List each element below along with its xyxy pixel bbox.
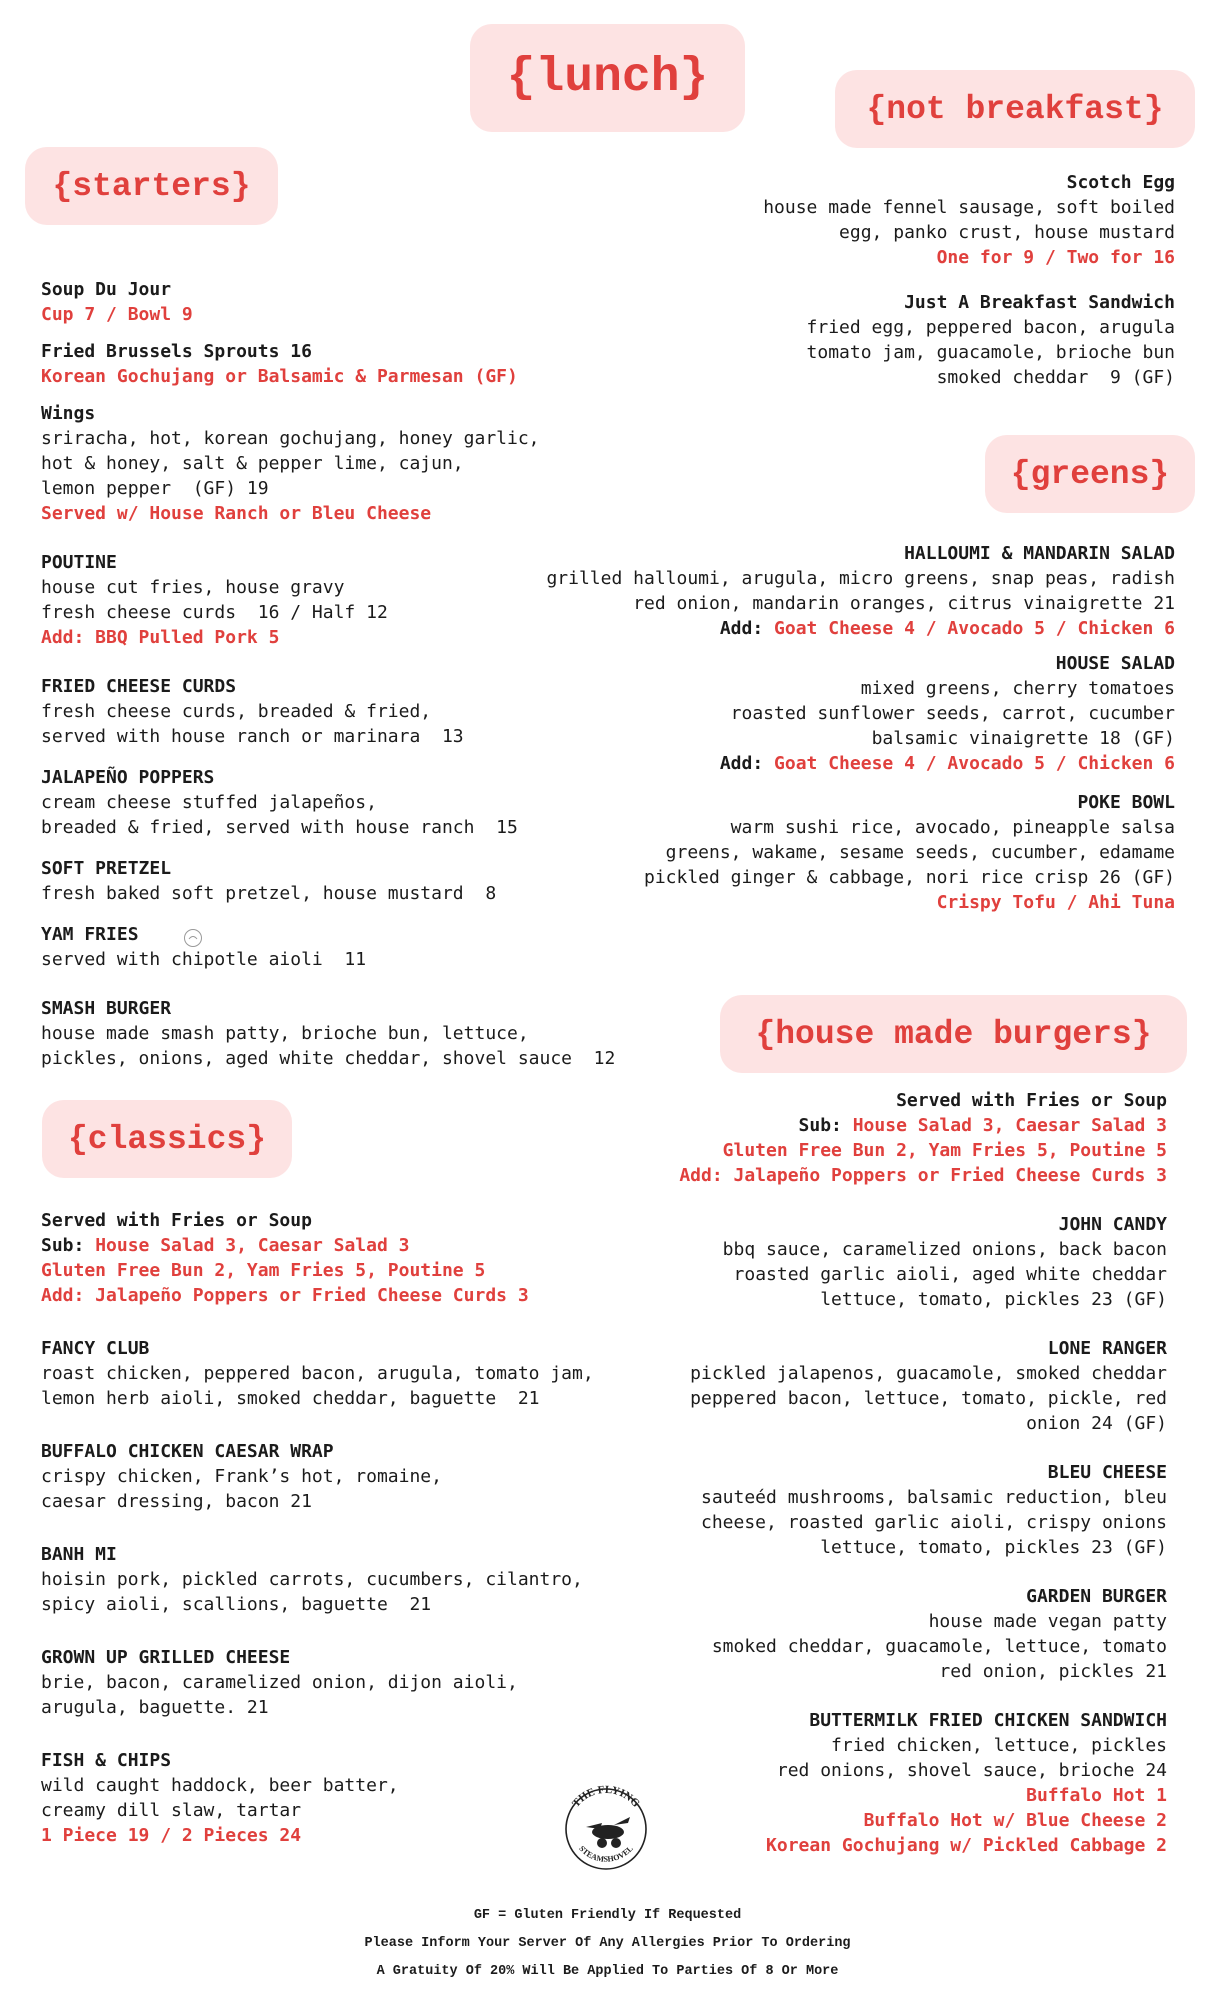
item-title: Soup Du Jour bbox=[41, 279, 172, 300]
item-description: cream cheese stuffed jalapeños, bbox=[41, 792, 377, 813]
item-title: Scotch Egg bbox=[1066, 172, 1175, 193]
menu-item bbox=[495, 790, 1175, 915]
svg-text:THE FLYING bbox=[570, 1784, 642, 1810]
logo-text-bottom: STEAMSHOVEL bbox=[577, 1844, 635, 1864]
item-description: house made vegan patty bbox=[928, 1611, 1167, 1632]
sides-info bbox=[41, 1208, 661, 1308]
item-title: FANCY CLUB bbox=[41, 1338, 150, 1359]
item-description: brie, bacon, caramelized onion, dijon aioli, bbox=[41, 1672, 518, 1693]
add-options: Add: Jalapeño Poppers or Fried Cheese Curds 3 bbox=[41, 1285, 529, 1306]
item-description: onion 24 (GF) bbox=[1026, 1413, 1167, 1434]
served-with: Served with Fries or Soup bbox=[41, 1210, 312, 1231]
item-description: egg, panko crust, house mustard bbox=[839, 222, 1175, 243]
menu-item bbox=[41, 1645, 661, 1720]
add-options: Goat Cheese 4 / Avocado 5 / Chicken 6 bbox=[774, 753, 1175, 774]
classics-header: {classics} bbox=[42, 1100, 292, 1178]
item-title: LONE RANGER bbox=[1047, 1338, 1167, 1359]
sub-label: Sub: bbox=[798, 1115, 842, 1136]
item-title: BLEU CHEESE bbox=[1047, 1462, 1167, 1483]
item-title: BANH MI bbox=[41, 1544, 117, 1565]
item-title: Wings bbox=[41, 403, 96, 424]
item-description: grilled halloumi, arugula, micro greens, snap peas, radish bbox=[546, 568, 1175, 589]
menu-item bbox=[41, 922, 641, 972]
add-options: Goat Cheese 4 / Avocado 5 / Chicken 6 bbox=[774, 618, 1175, 639]
item-description: hot & honey, salt & pepper lime, cajun, bbox=[41, 453, 464, 474]
item-option: 1 Piece 19 / 2 Pieces 24 bbox=[41, 1825, 302, 1846]
item-option: Korean Gochujang w/ Pickled Cabbage 2 bbox=[766, 1835, 1167, 1856]
item-option: Crispy Tofu / Ahi Tuna bbox=[936, 892, 1175, 913]
sub-options: House Salad 3, Caesar Salad 3 bbox=[852, 1115, 1167, 1136]
item-option: One for 9 / Two for 16 bbox=[936, 247, 1175, 268]
item-title: JALAPEÑO POPPERS bbox=[41, 767, 215, 788]
item-description: creamy dill slaw, tartar bbox=[41, 1800, 302, 1821]
burgers-header: {house made burgers} bbox=[720, 995, 1187, 1073]
item-description: spicy aioli, scallions, baguette 21 bbox=[41, 1594, 432, 1615]
menu-item bbox=[41, 996, 641, 1071]
item-description: pickles, onions, aged white cheddar, shovel sauce 12 bbox=[41, 1048, 616, 1069]
item-description: roast chicken, peppered bacon, arugula, tomato jam, bbox=[41, 1363, 594, 1384]
menu-item bbox=[41, 339, 641, 389]
item-title: FRIED CHEESE CURDS bbox=[41, 676, 237, 697]
item-description: red onion, mandarin oranges, citrus vinaigrette 21 bbox=[633, 593, 1175, 614]
item-title: JOHN CANDY bbox=[1058, 1214, 1167, 1235]
item-title: SOFT PRETZEL bbox=[41, 858, 172, 879]
item-description: fresh cheese curds, breaded & fried, bbox=[41, 701, 432, 722]
item-title: Just A Breakfast Sandwich bbox=[904, 292, 1175, 313]
item-description: house made smash patty, brioche bun, lettuce, bbox=[41, 1023, 529, 1044]
sub-options: House Salad 3, Caesar Salad 3 bbox=[95, 1235, 410, 1256]
item-title: BUFFALO CHICKEN CAESAR WRAP bbox=[41, 1441, 334, 1462]
item-description: served with chipotle aioli 11 bbox=[41, 949, 367, 970]
item-title: GROWN UP GRILLED CHEESE bbox=[41, 1647, 291, 1668]
logo-text-top: THE FLYING bbox=[570, 1783, 642, 1810]
footer-gf-note: GF = Gluten Friendly If Requested bbox=[473, 1908, 742, 1923]
sub-options-2: Gluten Free Bun 2, Yam Fries 5, Poutine 5 bbox=[41, 1260, 486, 1281]
item-description: fried egg, peppered bacon, arugula bbox=[806, 317, 1175, 338]
item-description: fried chicken, lettuce, pickles bbox=[831, 1735, 1167, 1756]
item-description: red onion, pickles 21 bbox=[939, 1661, 1167, 1682]
menu-item bbox=[41, 401, 641, 526]
item-option: Buffalo Hot w/ Blue Cheese 2 bbox=[863, 1810, 1167, 1831]
item-description: lemon herb aioli, smoked cheddar, baguette 21 bbox=[41, 1388, 540, 1409]
item-title: HALLOUMI & MANDARIN SALAD bbox=[904, 543, 1175, 564]
lunch-header: {lunch} bbox=[470, 24, 745, 132]
item-description: lettuce, tomato, pickles 23 (GF) bbox=[820, 1289, 1167, 1310]
item-title: Fried Brussels Sprouts 16 bbox=[41, 341, 312, 362]
menu-item bbox=[41, 1336, 661, 1411]
not-breakfast-list bbox=[575, 170, 1175, 390]
item-description: served with house ranch or marinara 13 bbox=[41, 726, 464, 747]
item-description: greens, wakame, sesame seeds, cucumber, edamame bbox=[665, 842, 1175, 863]
item-title: SMASH BURGER bbox=[41, 998, 172, 1019]
starters-header: {starters} bbox=[25, 147, 278, 225]
menu-item bbox=[41, 1439, 661, 1514]
sides-info bbox=[547, 1088, 1167, 1188]
classics-list bbox=[41, 1208, 661, 1848]
menu-item bbox=[575, 170, 1175, 270]
item-description: mixed greens, cherry tomatoes bbox=[860, 678, 1175, 699]
item-option: Korean Gochujang or Balsamic & Parmesan (GF) bbox=[41, 366, 518, 387]
item-title: FISH & CHIPS bbox=[41, 1750, 172, 1771]
item-title: BUTTERMILK FRIED CHICKEN SANDWICH bbox=[809, 1710, 1167, 1731]
stamp-icon bbox=[183, 928, 203, 948]
footer-allergy-note: Please Inform Your Server Of Any Allergies Prior To Ordering bbox=[364, 1936, 851, 1951]
item-description: fresh baked soft pretzel, house mustard 8 bbox=[41, 883, 497, 904]
item-title: GARDEN BURGER bbox=[1026, 1586, 1167, 1607]
item-title: POKE BOWL bbox=[1077, 792, 1175, 813]
item-description: warm sushi rice, avocado, pineapple salsa bbox=[730, 817, 1175, 838]
item-description: pickled ginger & cabbage, nori rice crisp 26 (GF) bbox=[643, 867, 1175, 888]
menu-item bbox=[495, 651, 1175, 776]
item-description: lettuce, tomato, pickles 23 (GF) bbox=[820, 1537, 1167, 1558]
item-add-ons bbox=[495, 751, 1175, 776]
item-option: Cup 7 / Bowl 9 bbox=[41, 304, 193, 325]
greens-header: {greens} bbox=[985, 435, 1195, 513]
item-description: tomato jam, guacamole, brioche bun bbox=[806, 342, 1175, 363]
item-option: Buffalo Hot 1 bbox=[1026, 1785, 1167, 1806]
sub-line bbox=[41, 1233, 661, 1258]
menu-item bbox=[495, 541, 1175, 641]
served-with: Served with Fries or Soup bbox=[896, 1090, 1167, 1111]
item-add-ons bbox=[495, 616, 1175, 641]
item-description: smoked cheddar, guacamole, lettuce, tomato bbox=[711, 1636, 1167, 1657]
item-description: crispy chicken, Frank’s hot, romaine, bbox=[41, 1466, 442, 1487]
item-description: cheese, roasted garlic aioli, crispy onions bbox=[701, 1512, 1167, 1533]
item-title: POUTINE bbox=[41, 552, 117, 573]
sub-label: Sub: bbox=[41, 1235, 85, 1256]
sub-options-2: Gluten Free Bun 2, Yam Fries 5, Poutine 5 bbox=[722, 1140, 1167, 1161]
item-description: wild caught haddock, beer batter, bbox=[41, 1775, 399, 1796]
item-option: Add: BBQ Pulled Pork 5 bbox=[41, 627, 280, 648]
add-label: Add: bbox=[719, 618, 764, 639]
item-description: house cut fries, house gravy bbox=[41, 577, 345, 598]
menu-item bbox=[575, 290, 1175, 390]
item-title: HOUSE SALAD bbox=[1055, 653, 1175, 674]
not-breakfast-header: {not breakfast} bbox=[835, 70, 1195, 148]
item-description: arugula, baguette. 21 bbox=[41, 1697, 269, 1718]
item-description: balsamic vinaigrette 18 (GF) bbox=[871, 728, 1175, 749]
item-description: smoked cheddar 9 (GF) bbox=[936, 367, 1175, 388]
sub-line bbox=[547, 1113, 1167, 1138]
item-description: red onions, shovel sauce, brioche 24 bbox=[776, 1760, 1167, 1781]
item-description: house made fennel sausage, soft boiled bbox=[763, 197, 1175, 218]
item-description: sriracha, hot, korean gochujang, honey garlic, bbox=[41, 428, 540, 449]
item-description: fresh cheese curds 16 / Half 12 bbox=[41, 602, 388, 623]
item-description: hoisin pork, pickled carrots, cucumbers, cilantro, bbox=[41, 1569, 583, 1590]
item-description: peppered bacon, lettuce, tomato, pickle, red bbox=[690, 1388, 1167, 1409]
item-description: sauteéd mushrooms, balsamic reduction, bleu bbox=[701, 1487, 1167, 1508]
add-label: Add: bbox=[719, 753, 764, 774]
menu-item bbox=[41, 277, 641, 327]
add-options: Add: Jalapeño Poppers or Fried Cheese Curds 3 bbox=[679, 1165, 1167, 1186]
footer-gratuity-note: A Gratuity Of 20% Will Be Applied To Parties Of 8 Or More bbox=[376, 1964, 839, 1979]
item-description: breaded & fried, served with house ranch 15 bbox=[41, 817, 518, 838]
item-description: pickled jalapenos, guacamole, smoked cheddar bbox=[690, 1363, 1167, 1384]
greens-list bbox=[495, 541, 1175, 915]
item-description: bbq sauce, caramelized onions, back bacon bbox=[722, 1239, 1167, 1260]
flying-steamshovel-logo bbox=[556, 1777, 656, 1877]
item-description: roasted sunflower seeds, carrot, cucumber bbox=[730, 703, 1175, 724]
item-description: lemon pepper (GF) 19 bbox=[41, 478, 269, 499]
item-description: roasted garlic aioli, aged white cheddar bbox=[733, 1264, 1167, 1285]
item-description: caesar dressing, bacon 21 bbox=[41, 1491, 312, 1512]
item-option: Served w/ House Ranch or Bleu Cheese bbox=[41, 503, 432, 524]
item-title: YAM FRIES bbox=[41, 924, 139, 945]
menu-item bbox=[41, 1542, 661, 1617]
svg-text:STEAMSHOVEL bbox=[577, 1844, 634, 1864]
